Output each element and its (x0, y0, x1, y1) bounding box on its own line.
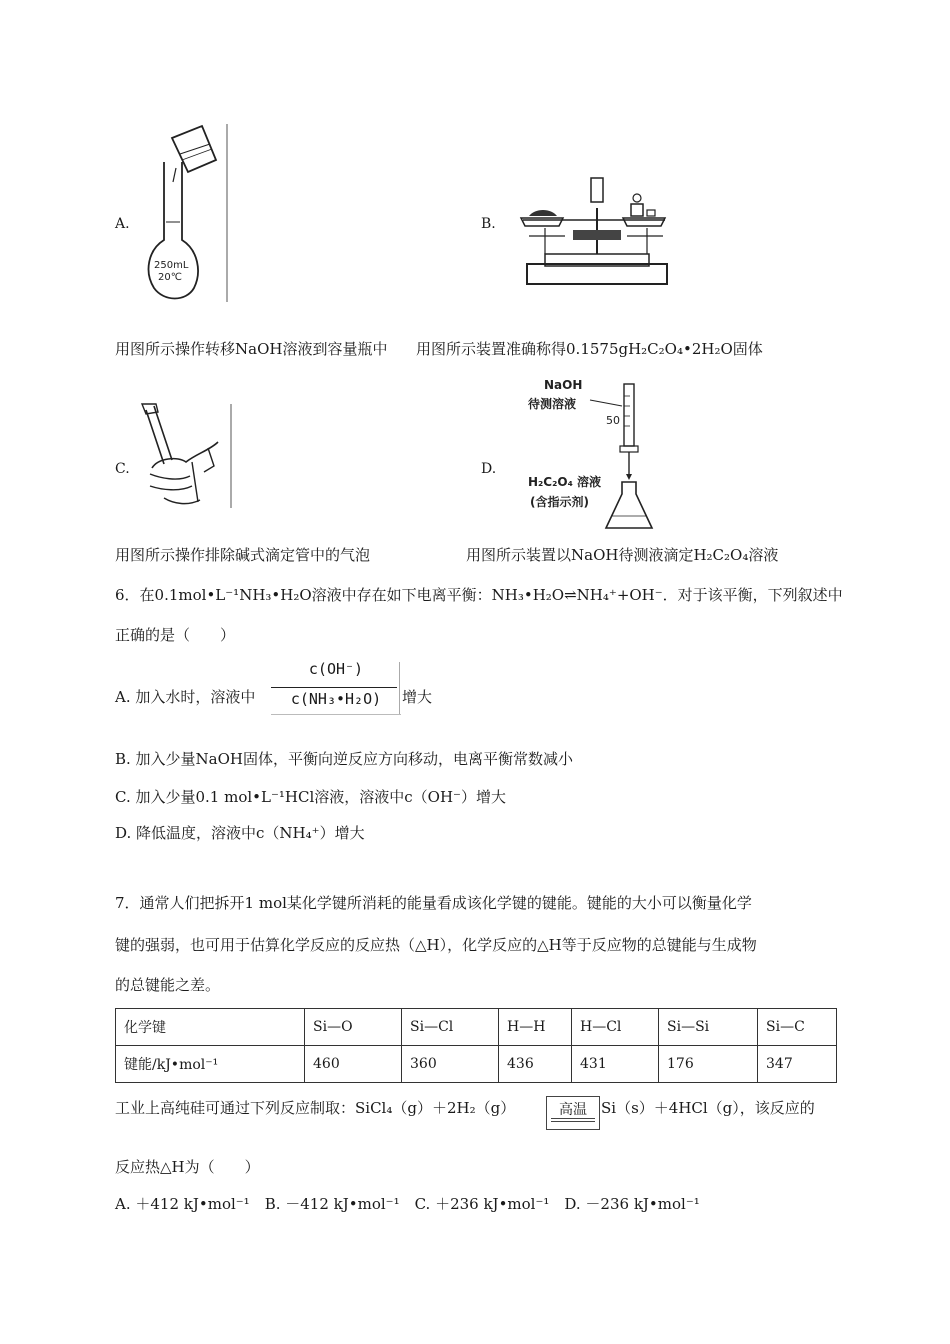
table-cell: 键能/kJ•mol⁻¹ (116, 1046, 305, 1083)
option-c-caption: 用图所示操作排除碱式滴定管中的气泡 (115, 546, 371, 564)
concentration-ratio-fraction (271, 660, 401, 716)
q6-option-a-suffix: 增大 (402, 688, 433, 706)
beaker-icon (172, 126, 216, 172)
fraction-bar (271, 687, 397, 688)
q7-question: 反应热△H为（ ） (115, 1158, 260, 1176)
balance-figure (515, 174, 675, 290)
reaction-condition: 高温 (559, 1102, 587, 1118)
table-cell: 化学键 (116, 1009, 305, 1046)
oxalic-acid-label: H₂C₂O₄ 溶液 (528, 475, 601, 489)
q6-stem-line-2: 正确的是（ ） (115, 626, 236, 644)
table-cell: 347 (758, 1046, 837, 1083)
q7-stem-line-2: 键的强弱，也可用于估算化学反应的反应热（△H），化学反应的△H等于反应物的总键能与生成物 (115, 936, 757, 954)
q7-options: A. ＋412 kJ•mol⁻¹ B. －412 kJ•mol⁻¹ C. ＋236 kJ•mol⁻¹ D. －236 kJ•mol⁻¹ (115, 1195, 700, 1213)
indicator-label: (含指示剂) (530, 495, 589, 509)
titration-figure (526, 376, 658, 534)
table-cell: 431 (572, 1046, 659, 1083)
burette-icon (620, 384, 638, 480)
table-cell: Si—O (305, 1009, 402, 1046)
volumetric-flask-figure (140, 122, 235, 304)
q6-option-b: B. 加入少量NaOH固体，平衡向逆反应方向移动，电离平衡常数减小 (115, 750, 574, 768)
q6-option-d: D. 降低温度，溶液中c（NH₄⁺）增大 (115, 824, 365, 842)
table-cell: Si—C (758, 1009, 837, 1046)
option-a-letter: A. (115, 216, 130, 232)
table-cell: 460 (305, 1046, 402, 1083)
fraction-numerator: c(OH⁻) (308, 660, 364, 678)
option-b-letter: B. (481, 216, 496, 232)
option-b-caption: 用图所示装置准确称得0.1575gH₂C₂O₄•2H₂O固体 (416, 340, 763, 358)
hand-icon (142, 404, 218, 504)
table-cell: Si—Cl (402, 1009, 499, 1046)
q7-stem-line-1: 7．通常人们把拆开1 mol某化学键所消耗的能量看成该化学键的键能。键能的大小可以衡量化学 (115, 894, 752, 912)
burette-scale-label: 50 (606, 414, 620, 427)
table-cell: H—H (499, 1009, 572, 1046)
tested-solution-label: 待测溶液 (528, 397, 577, 411)
table-row (116, 1046, 837, 1083)
table-cell: H—Cl (572, 1009, 659, 1046)
q7-reaction-left: 工业上高纯硅可通过下列反应制取：SiCl₄（g）＋2H₂（g） (115, 1099, 516, 1117)
naoh-label: NaOH (544, 378, 583, 392)
q6-option-c: C. 加入少量0.1 mol•L⁻¹HCl溶液，溶液中c（OH⁻）增大 (115, 788, 506, 806)
flask-icon (149, 162, 198, 299)
reaction-condition-box (546, 1096, 600, 1130)
option-d-letter: D. (481, 461, 497, 477)
q7-stem-line-3: 的总键能之差。 (115, 976, 221, 994)
fraction-denominator: c(NH₃•H₂O) (290, 690, 382, 708)
table-header-row (116, 1009, 837, 1046)
bond-energy-table (115, 1008, 837, 1083)
burette-bubble-figure (138, 402, 236, 510)
flask-label-temp: 20℃ (158, 272, 182, 283)
option-c-letter: C. (115, 461, 130, 477)
option-d-caption: 用图所示装置以NaOH待测液滴定H₂C₂O₄溶液 (466, 546, 779, 564)
table-cell: 360 (402, 1046, 499, 1083)
q7-reaction-right: Si（s）＋4HCl（g），该反应的 (601, 1099, 815, 1117)
q6-stem-line-1: 6．在0.1mol•L⁻¹NH₃•H₂O溶液中存在如下电离平衡：NH₃•H₂O⇌NH₄⁺+OH⁻．对于该平衡，下列叙述中 (115, 586, 843, 604)
table-cell: 176 (659, 1046, 758, 1083)
erlenmeyer-flask-icon (606, 482, 652, 528)
table-cell: Si—Si (659, 1009, 758, 1046)
q6-option-a-prefix: A. 加入水时，溶液中 (115, 688, 256, 706)
table-cell: 436 (499, 1046, 572, 1083)
option-a-caption: 用图所示操作转移NaOH溶液到容量瓶中 (115, 340, 388, 358)
flask-label-volume: 250mL (154, 260, 189, 271)
